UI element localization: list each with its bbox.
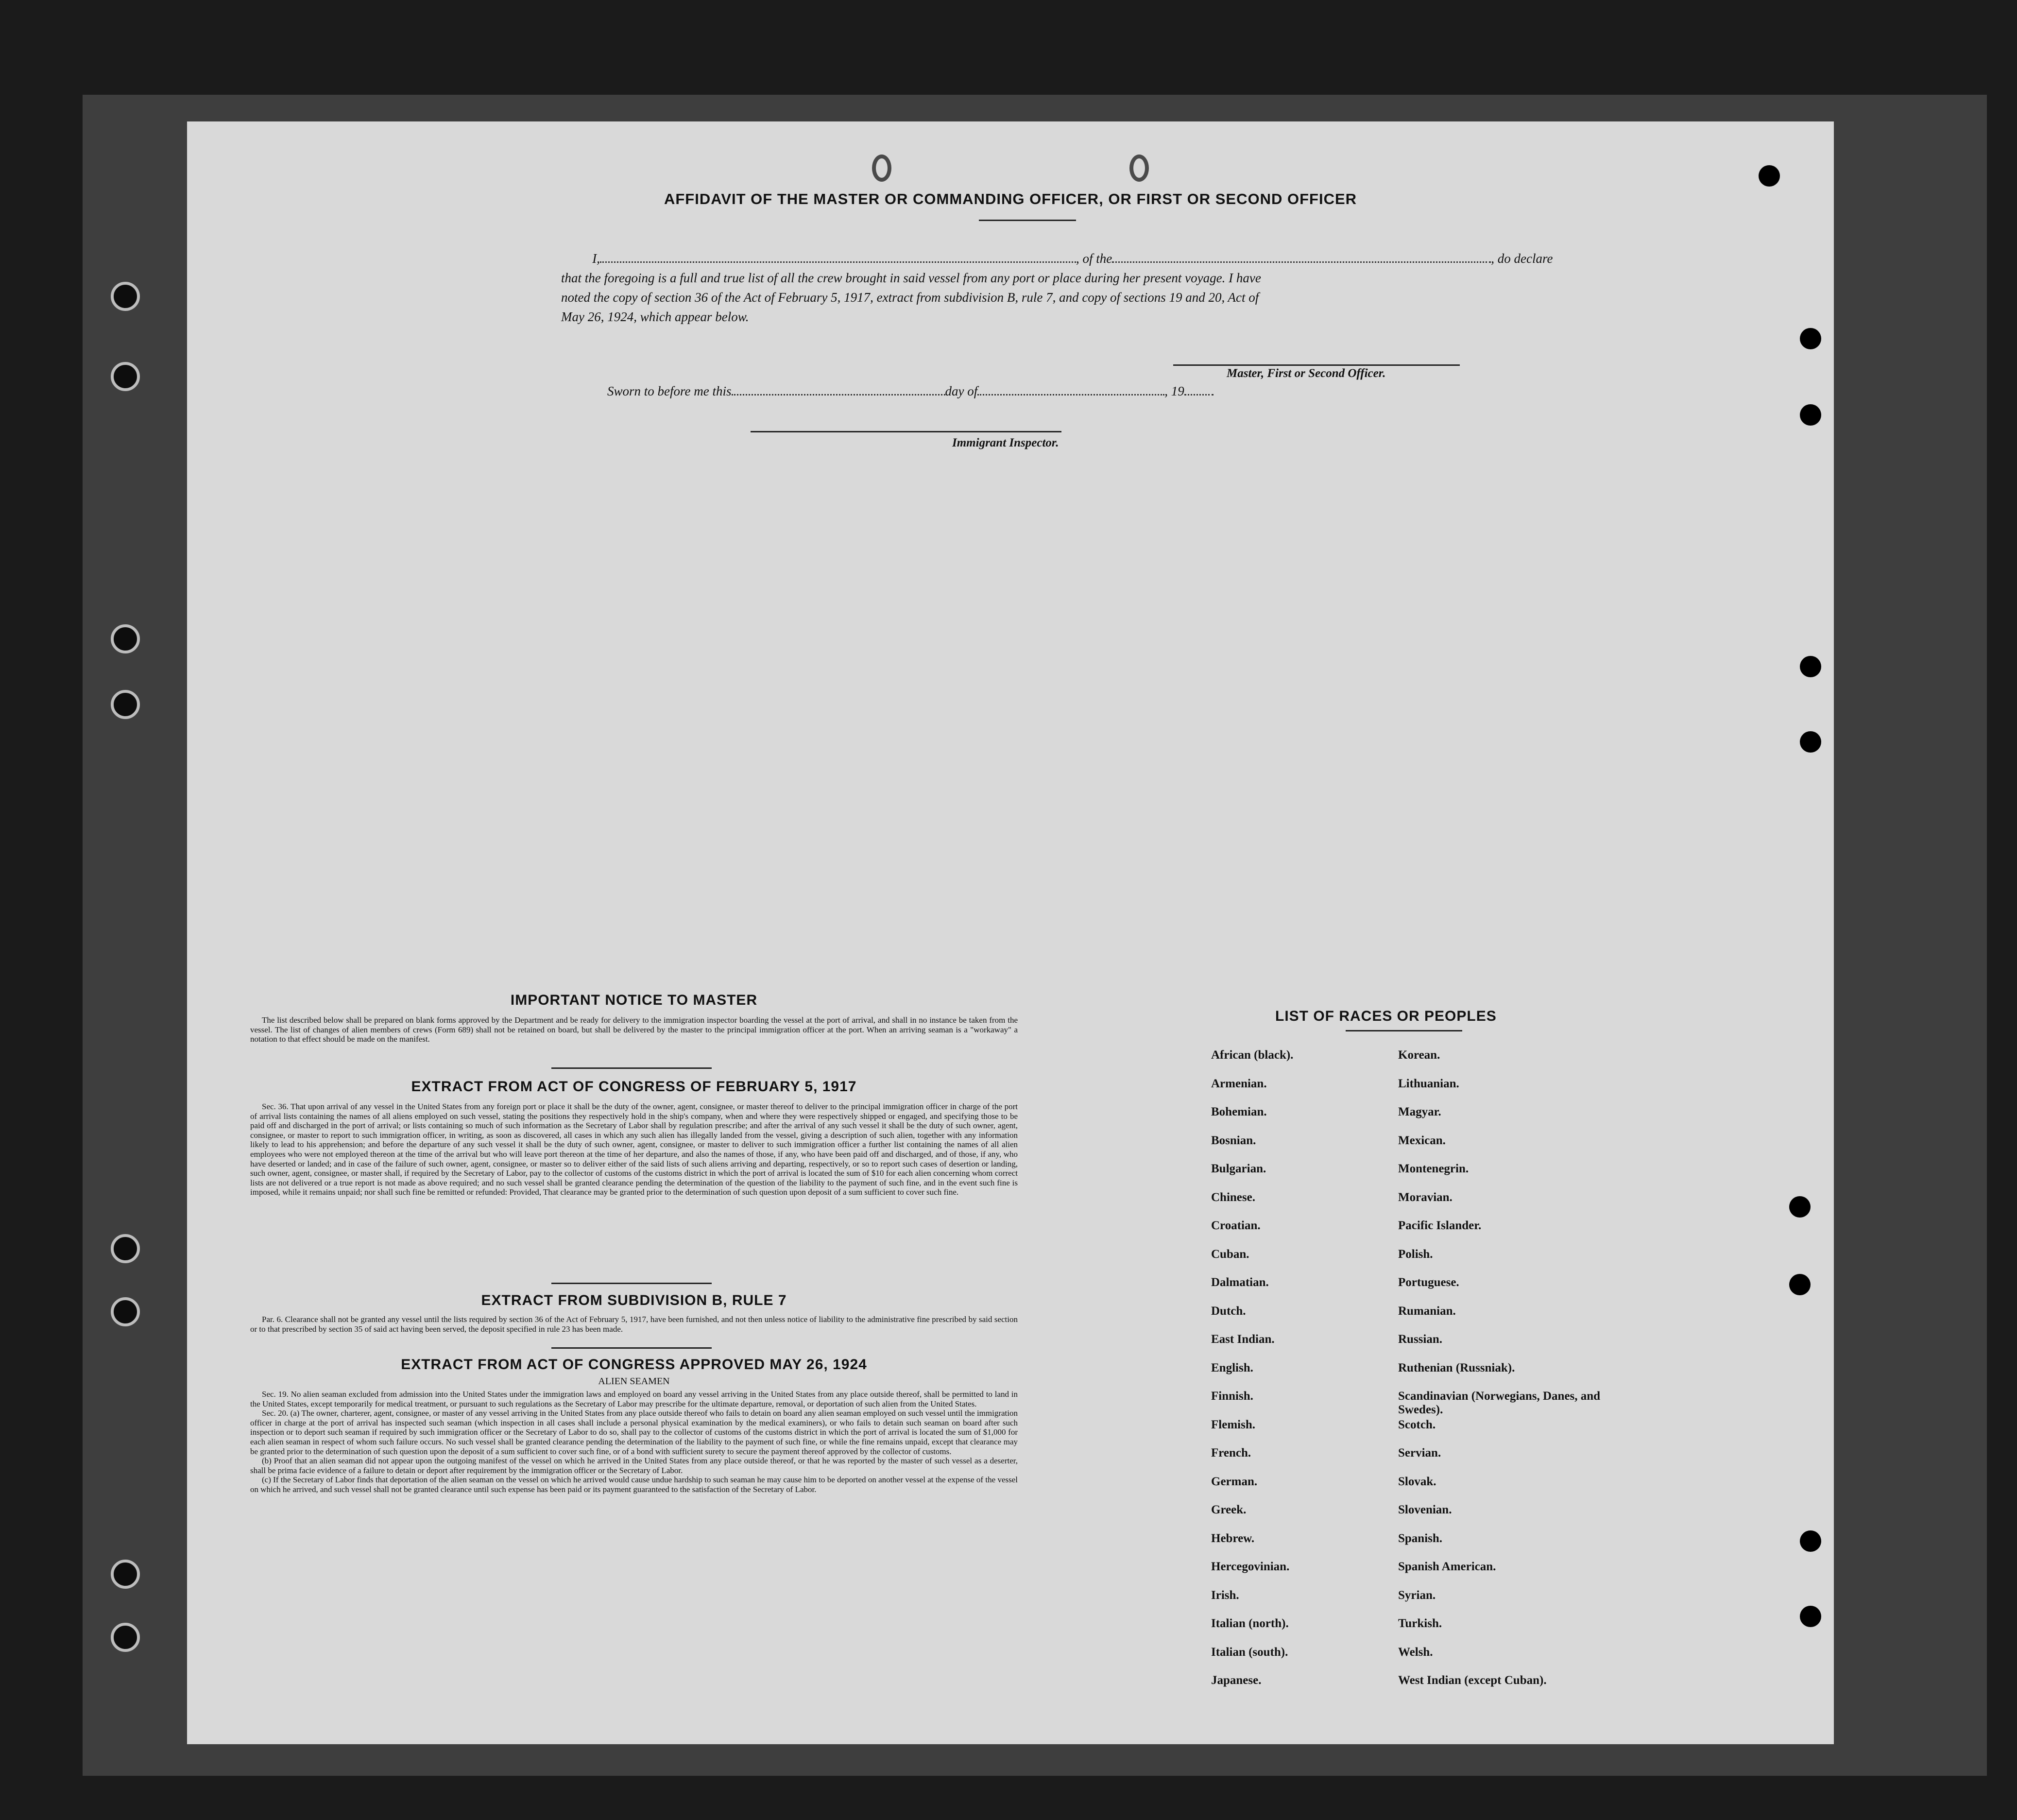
race-item: Polish. bbox=[1398, 1247, 1433, 1261]
binder-hole bbox=[111, 1297, 140, 1326]
extract-1924-text bbox=[250, 1390, 1018, 1494]
extract-1924-title: EXTRACT FROM ACT OF CONGRESS APPROVED MAY 26, 1924 bbox=[401, 1356, 867, 1373]
race-item: Montenegrin. bbox=[1398, 1162, 1469, 1175]
section-divider bbox=[551, 1283, 712, 1284]
race-item: Bosnian. bbox=[1211, 1133, 1256, 1147]
race-item: Croatian. bbox=[1211, 1219, 1261, 1232]
form-page bbox=[187, 121, 1834, 1744]
race-item: Russian. bbox=[1398, 1333, 1443, 1346]
notice-paragraph: The list described below shall be prepared on blank forms approved by the Department and be ready for delivery to the immigration inspector boarding the vessel at the port of arrival, and shall in no instance be taken from the vessel. The list of changes of alien members of crews (Form 689) shall not be retained on board, but shall be delivered by the master to the principal immigration officer at the port. When an arriving seaman is a "workaway" a notation to that effect should be made on the manifest. bbox=[250, 1015, 1018, 1044]
declaration-of-the: , of the bbox=[1076, 251, 1112, 266]
sworn-line bbox=[607, 381, 1214, 401]
binder-hole bbox=[1800, 731, 1821, 753]
section-20a-paragraph: Sec. 20. (a) The owner, charterer, agent, consignee, or master of any vessel arriving in the United States from any place outside thereof who fails to detain on board any alien seaman employed on such vessel until the immigration officer in charge at the port of arrival has inspected such seaman (which inspection in all cases shall include a personal physical examination by the medical examiners), or who fails to detain such seaman on board after such inspection or to deport such seaman if required by such immigration officer or the Secretary of Labor to do so, shall pay to the collector of customs of the customs district in which the port of arrival is located the sum of $1,000 for each alien seaman in respect of whom such failure occurs. No such vessel shall be granted clearance pending the determination of the liability to the payment of such fine, or while the fine remains unpaid, except that clearance may be granted prior to the determination of such question upon the deposit of a sum sufficient to cover such fine, or of a bond with sufficient surety to secure the payment thereof approved by the collector of customs. bbox=[250, 1408, 1018, 1456]
races-divider bbox=[1346, 1030, 1462, 1031]
alien-seamen-subtitle: ALIEN SEAMEN bbox=[598, 1376, 670, 1387]
section-20b-paragraph: (b) Proof that an alien seaman did not appear upon the outgoing manifest of the vessel on which he arrived in the United States from any place outside thereof, or that he was reported by the master of such vessel as a deserter, shall be prima facie evidence of a failure to detain or deport after requirement by the immigration officer or the Secretary of Labor. bbox=[250, 1456, 1018, 1475]
race-item: French. bbox=[1211, 1446, 1251, 1459]
binder-hole bbox=[111, 1623, 140, 1652]
section-19-paragraph: Sec. 19. No alien seaman excluded from admission into the United States under the immigration laws and employed on board any vessel arriving in the United States from any place outside thereof, shall be permitted to land in the United States, except temporarily for medical treatment, or pursuant to such regulations as the Secretary of Labor may prescribe for the ultimate departure, removal, or deportation of such alien from the United States. bbox=[250, 1390, 1018, 1408]
declaration-do-declare: , do declare bbox=[1491, 251, 1553, 266]
race-item: Dalmatian. bbox=[1211, 1276, 1269, 1289]
race-item: Rumanian. bbox=[1398, 1304, 1456, 1318]
race-item: Welsh. bbox=[1398, 1645, 1433, 1659]
race-item: East Indian. bbox=[1211, 1333, 1275, 1346]
declaration-line-4: May 26, 1924, which appear below. bbox=[561, 309, 749, 324]
binder-hole bbox=[111, 1560, 140, 1589]
race-item: Servian. bbox=[1398, 1446, 1441, 1459]
binder-hole bbox=[1789, 1196, 1811, 1218]
month-blank[interactable] bbox=[977, 394, 1164, 395]
race-item: Italian (south). bbox=[1211, 1645, 1288, 1659]
race-item: Irish. bbox=[1211, 1588, 1239, 1602]
notice-text bbox=[250, 1015, 1018, 1044]
race-item: Slovak. bbox=[1398, 1475, 1436, 1488]
binder-hole bbox=[111, 362, 140, 391]
section-divider bbox=[551, 1347, 712, 1349]
race-item: Hercegovinian. bbox=[1211, 1560, 1290, 1573]
races-column-1 bbox=[1211, 1048, 1391, 1702]
race-item: Pacific Islander. bbox=[1398, 1219, 1482, 1232]
master-signature-line[interactable] bbox=[1173, 364, 1460, 366]
race-item: Slovenian. bbox=[1398, 1503, 1452, 1516]
par-6-paragraph: Par. 6. Clearance shall not be granted any vessel until the lists required by section 36 of the Act of February 5, 1917, have been furnished, and not then unless notice of liability to the administrative fine prescribed by said section or to that prescribed by section 35 of said act having been served, the deposit specified in rule 23 has been made. bbox=[250, 1315, 1018, 1334]
race-item: West Indian (except Cuban). bbox=[1398, 1674, 1547, 1687]
year-blank[interactable] bbox=[1184, 394, 1214, 395]
race-item: Korean. bbox=[1398, 1048, 1440, 1062]
binder-hole bbox=[111, 282, 140, 311]
master-signature-label: Master, First or Second Officer. bbox=[1227, 367, 1386, 380]
section-divider bbox=[551, 1067, 712, 1069]
title-divider bbox=[979, 220, 1076, 221]
section-36-paragraph: Sec. 36. That upon arrival of any vessel in the United States from any foreign port or place it shall be the duty of the owner, agent, consignee, or master thereof to deliver to the principal immigration officer in charge of the port of arrival lists containing the names of all aliens employed on such vessel, stating the positions they respectively hold in the ship's company, when and where they were respectively shipped or engaged, and specifying those to be paid off and discharged in the port of arrival; or lists containing so much of such information as the Secretary of Labor shall by regulation prescribe; and after the arrival of any such vessel it shall be the duty of such owner, agent, consignee, or master to report to such immigration officer, in writing, as soon as discovered, all cases in which any such alien has illegally landed from the vessel, giving a description of such alien, together with any information likely to lead to his apprehension; and before the departure of any such vessel it shall be the duty of such owner, agent, consignee, or master to deliver to such immigration officer a further list containing the names of all alien employees who were not employed thereon at the time of the arrival but who will leave port thereon at the time of her departure, and also the names of those, if any, who have been paid off and discharged, and of those, if any, who have deserted or landed; and in case of the failure of such owner, agent, consignee, or master so to deliver either of the said lists of such aliens arriving and departing, respectively, or so to report such cases of desertion or landing, such owner, agent, consignee, or master shall, if required by the Secretary of Labor, pay to the collector of customs of the customs district in which the port of arrival is located the sum of $10 for each alien concerning whom correct lists are not delivered or a true report is not made as above required; and no such vessel shall be granted clearance pending the determination of the question of the liability to the payment of such fine, and in the event such fine is imposed, while it remains unpaid; nor shall such fine be remitted or refunded: Provided, That clearance may be granted prior to the determination of such question upon deposit of a sum sufficient to cover such fine. bbox=[250, 1102, 1018, 1197]
extract-1917-text bbox=[250, 1102, 1018, 1197]
binding-ring bbox=[1129, 155, 1149, 182]
race-item: Scotch. bbox=[1398, 1418, 1436, 1431]
race-item: Hebrew. bbox=[1211, 1531, 1255, 1545]
rule-7-text bbox=[250, 1315, 1018, 1334]
races-column-2 bbox=[1398, 1048, 1641, 1702]
rule-7-title: EXTRACT FROM SUBDIVISION B, RULE 7 bbox=[481, 1292, 787, 1308]
race-item: Greek. bbox=[1211, 1503, 1247, 1516]
binder-hole bbox=[1800, 656, 1821, 677]
affidavit-title: AFFIDAVIT OF THE MASTER OR COMMANDING OFFICER, OR FIRST OR SECOND OFFICER bbox=[664, 190, 1357, 207]
race-item: English. bbox=[1211, 1361, 1253, 1374]
race-item: Armenian. bbox=[1211, 1077, 1267, 1090]
binder-hole bbox=[1800, 1606, 1821, 1627]
binder-hole bbox=[111, 690, 140, 719]
race-item: Portuguese. bbox=[1398, 1276, 1459, 1289]
declaration-i: I, bbox=[592, 251, 600, 266]
race-item: Japanese. bbox=[1211, 1674, 1262, 1687]
race-item: Syrian. bbox=[1398, 1588, 1436, 1602]
race-item: Scandinavian (Norwegians, Danes, and Swedes). bbox=[1398, 1390, 1601, 1416]
affidavit-declaration bbox=[561, 249, 1688, 326]
race-item: Mexican. bbox=[1398, 1133, 1446, 1147]
declaration-line-2: that the foregoing is a full and true list of all the crew brought in said vessel from any port or place during her present voyage. I have bbox=[561, 271, 1261, 285]
race-item: Spanish American. bbox=[1398, 1560, 1496, 1573]
inspector-signature-line[interactable] bbox=[751, 431, 1061, 432]
notice-title: IMPORTANT NOTICE TO MASTER bbox=[510, 992, 758, 1008]
race-item: Finnish. bbox=[1211, 1390, 1253, 1403]
race-item: Bulgarian. bbox=[1211, 1162, 1266, 1175]
binder-hole bbox=[1789, 1274, 1811, 1295]
day-blank[interactable] bbox=[732, 394, 945, 395]
name-blank[interactable] bbox=[600, 261, 1076, 263]
races-title: LIST OF RACES OR PEOPLES bbox=[1275, 1008, 1497, 1024]
binder-hole bbox=[1759, 165, 1780, 187]
day-of-text: day of bbox=[945, 384, 978, 398]
extract-1917-title: EXTRACT FROM ACT OF CONGRESS OF FEBRUARY 5, 1917 bbox=[411, 1079, 857, 1095]
race-item: Ruthenian (Russniak). bbox=[1398, 1361, 1515, 1374]
binder-hole bbox=[1800, 1530, 1821, 1552]
race-item: Moravian. bbox=[1398, 1190, 1453, 1204]
race-item: Flemish. bbox=[1211, 1418, 1255, 1431]
section-20c-paragraph: (c) If the Secretary of Labor finds that deportation of the alien seaman on the vessel on which he arrived would cause undue hardship to such seaman he may cause him to be deported on another vessel at the expense of the vessel on which he arrived, and such vessel shall not be granted clearance until such expense has been paid or its payment guaranteed to the satisfaction of the Secretary of Labor. bbox=[250, 1475, 1018, 1494]
binder-hole bbox=[1800, 404, 1821, 426]
race-item: Italian (north). bbox=[1211, 1617, 1289, 1630]
race-item: Magyar. bbox=[1398, 1105, 1441, 1118]
race-item: Cuban. bbox=[1211, 1247, 1249, 1261]
race-item: Dutch. bbox=[1211, 1304, 1246, 1318]
race-item: Bohemian. bbox=[1211, 1105, 1267, 1118]
race-item: Turkish. bbox=[1398, 1617, 1442, 1630]
race-item: Spanish. bbox=[1398, 1531, 1443, 1545]
year-prefix: , 19 bbox=[1164, 384, 1184, 398]
sworn-text: Sworn to before me this bbox=[607, 384, 732, 398]
binder-hole bbox=[1800, 328, 1821, 349]
binding-ring bbox=[872, 155, 891, 182]
vessel-blank[interactable] bbox=[1112, 261, 1491, 263]
race-item: Chinese. bbox=[1211, 1190, 1255, 1204]
race-item: Lithuanian. bbox=[1398, 1077, 1459, 1090]
binder-hole bbox=[111, 1234, 140, 1263]
inspector-label: Immigrant Inspector. bbox=[952, 436, 1059, 449]
race-item: German. bbox=[1211, 1475, 1258, 1488]
race-item: African (black). bbox=[1211, 1048, 1294, 1062]
binder-hole bbox=[111, 624, 140, 653]
declaration-line-3: noted the copy of section 36 of the Act of February 5, 1917, extract from subdivision B, rule 7, and copy of sections 19 and 20, Act of bbox=[561, 290, 1259, 305]
